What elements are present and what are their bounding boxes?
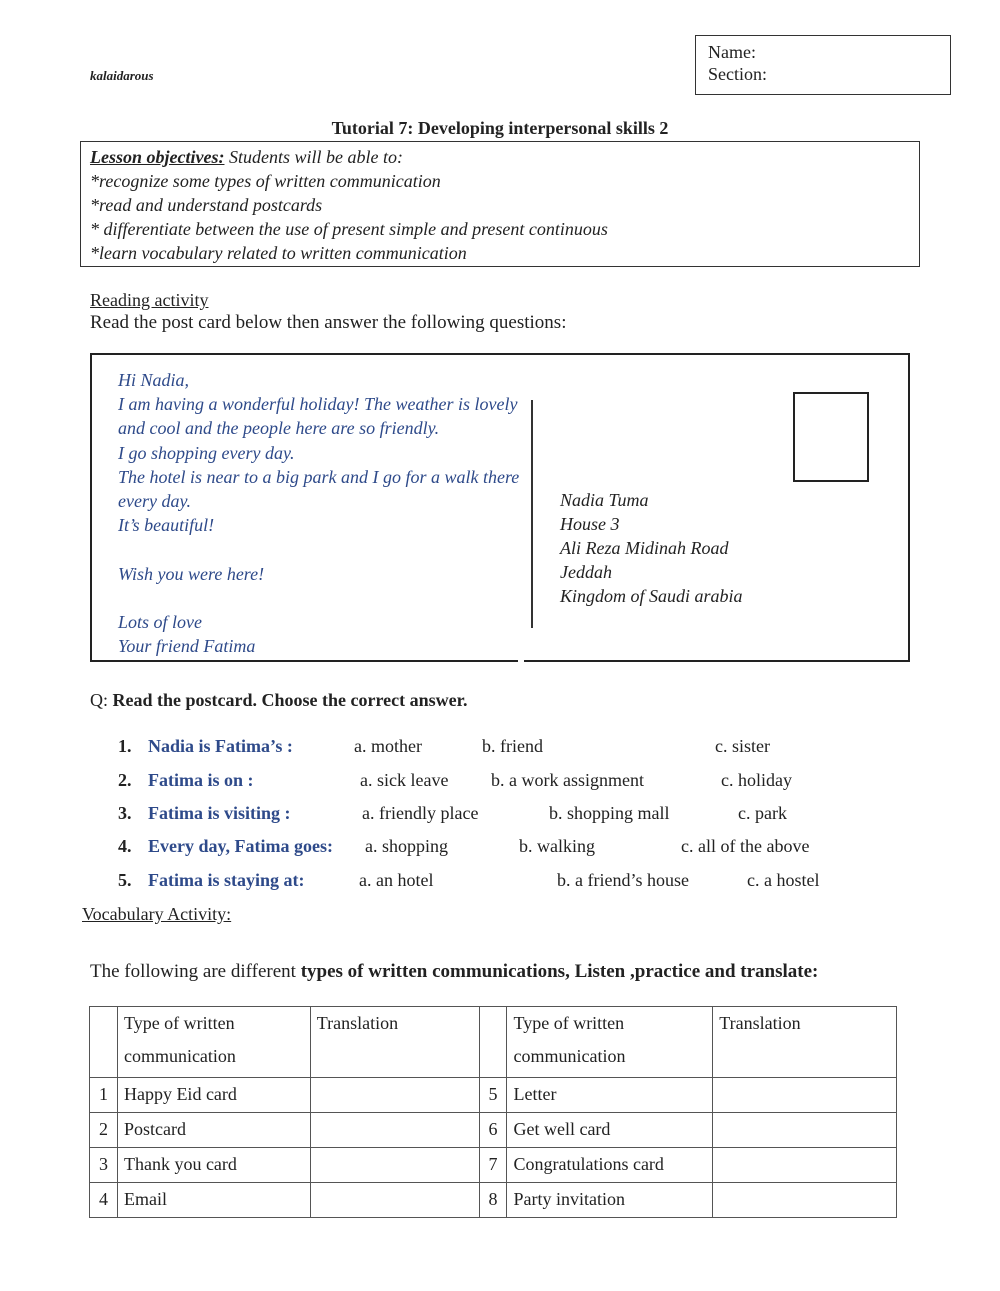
postcard-border-gap [518, 659, 524, 664]
translation-cell[interactable] [713, 1078, 897, 1113]
table-row [90, 1113, 897, 1148]
option-b[interactable]: b. friend [482, 736, 543, 756]
translation-cell[interactable] [713, 1113, 897, 1148]
postcard-address [560, 488, 743, 608]
header-type-line1: Type of written [513, 1013, 625, 1033]
option-b[interactable]: b. a friend’s house [557, 870, 689, 890]
objectives-heading: Lesson objectives: [90, 147, 225, 167]
question-text: Fatima is staying at: [148, 870, 305, 890]
reading-instruction: Read the post card below then answer the following questions: [90, 312, 567, 333]
table-row [90, 1148, 897, 1183]
question-number: 4. [118, 836, 132, 856]
row-number: 2 [90, 1113, 118, 1148]
header-type-line1: Type of written [123, 1013, 235, 1033]
objective-item: *recognize some types of written communication [90, 171, 441, 191]
author-signature: kalaidarous [90, 68, 154, 83]
address-line: Jeddah [560, 562, 612, 582]
vocabulary-table [89, 1006, 897, 1218]
row-number: 7 [479, 1148, 507, 1183]
question-number: 5. [118, 870, 132, 890]
vocabulary-instruction-plain: The following are different [90, 961, 301, 982]
option-a[interactable]: a. an hotel [359, 870, 434, 890]
option-c[interactable]: c. park [738, 803, 787, 823]
message-line: I am having a wonderful holiday! The weather is lovely [118, 394, 518, 415]
translation-cell[interactable] [310, 1183, 479, 1218]
objectives-intro: Students will be able to: [228, 147, 403, 167]
vocabulary-instruction [90, 961, 818, 983]
translation-cell[interactable] [310, 1148, 479, 1183]
table-row [90, 1183, 897, 1218]
name-label: Name: [708, 42, 756, 62]
question-number: 1. [118, 736, 132, 756]
message-line: It’s beautiful! [118, 515, 215, 536]
address-line: Nadia Tuma [560, 490, 649, 510]
table-row [90, 1078, 897, 1113]
message-line [118, 537, 518, 561]
option-c[interactable]: c. a hostel [747, 870, 820, 890]
row-type: Email [117, 1183, 310, 1218]
lesson-objectives-box [80, 141, 920, 267]
objective-item: *learn vocabulary related to written communication [90, 243, 467, 263]
translation-cell[interactable] [310, 1078, 479, 1113]
message-line: The hotel is near to a big park and I go for a walk there [118, 466, 520, 487]
objective-item: * differentiate between the use of present simple and present continuous [90, 219, 608, 239]
translation-cell[interactable] [713, 1148, 897, 1183]
question-text: Fatima is visiting : [148, 803, 291, 823]
page-title: Tutorial 7: Developing interpersonal skills 2 [331, 118, 669, 138]
header-num-cell [479, 1007, 507, 1078]
table-header-row [90, 1007, 897, 1078]
option-a[interactable]: a. sick leave [360, 770, 449, 790]
question-text: Fatima is on : [148, 770, 254, 790]
question-row [118, 770, 918, 794]
row-number: 4 [90, 1183, 118, 1218]
objective-item: *read and understand postcards [90, 195, 323, 215]
row-number: 6 [479, 1113, 507, 1148]
header-type-cell [507, 1007, 713, 1078]
section-label: Section: [708, 64, 767, 84]
message-line: and cool and the people here are so friendly. [118, 418, 440, 439]
address-line: House 3 [560, 514, 620, 534]
message-line: Wish you were here! [118, 563, 265, 584]
question-instruction: Read the postcard. Choose the correct answer. [112, 690, 468, 710]
question-number: 2. [118, 770, 132, 790]
option-a[interactable]: a. mother [354, 736, 422, 756]
question-number: 3. [118, 803, 132, 823]
question-instruction-line [90, 690, 467, 711]
option-a[interactable]: a. friendly place [362, 803, 479, 823]
option-c[interactable]: c. all of the above [681, 836, 810, 856]
header-translation-cell: Translation [310, 1007, 479, 1078]
option-c[interactable]: c. holiday [721, 770, 792, 790]
row-type: Get well card [507, 1113, 713, 1148]
question-row [118, 836, 918, 860]
message-line: Hi Nadia, [118, 370, 190, 390]
question-prefix: Q: [90, 690, 108, 710]
address-line: Ali Reza Midinah Road [560, 538, 729, 558]
vocabulary-instruction-bold: types of written communications, Listen ,practice and translate: [300, 961, 819, 982]
postcard-divider [531, 400, 533, 628]
row-type: Happy Eid card [117, 1078, 310, 1113]
row-type: Congratulations card [507, 1148, 713, 1183]
message-line: every day. [118, 491, 191, 512]
message-line [118, 586, 518, 610]
option-b[interactable]: b. shopping mall [549, 803, 670, 823]
row-number: 5 [479, 1078, 507, 1113]
header-type-line2: communication [123, 1046, 236, 1066]
header-num-cell [90, 1007, 118, 1078]
header-type-cell [117, 1007, 310, 1078]
option-b[interactable]: b. walking [519, 836, 595, 856]
translation-cell[interactable] [310, 1113, 479, 1148]
row-type: Thank you card [117, 1148, 310, 1183]
row-type: Postcard [117, 1113, 310, 1148]
objectives-header-line [90, 145, 910, 169]
option-c[interactable]: c. sister [715, 736, 770, 756]
message-line: I go shopping every day. [118, 442, 295, 463]
question-text: Every day, Fatima goes: [148, 836, 333, 856]
header-translation-cell: Translation [713, 1007, 897, 1078]
question-text: Nadia is Fatima’s : [148, 736, 293, 756]
vocabulary-heading: Vocabulary Activity: [82, 904, 232, 924]
option-a[interactable]: a. shopping [365, 836, 448, 856]
question-row [118, 736, 918, 760]
option-b[interactable]: b. a work assignment [491, 770, 644, 790]
row-type: Letter [507, 1078, 713, 1113]
question-row [118, 870, 918, 894]
row-type: Party invitation [507, 1183, 713, 1218]
stamp-box [793, 392, 869, 482]
row-number: 1 [90, 1078, 118, 1113]
header-type-line2: communication [513, 1046, 626, 1066]
postcard-message [118, 368, 518, 658]
message-line: Lots of love [118, 612, 202, 633]
address-line: Kingdom of Saudi arabia [560, 586, 743, 606]
name-section-box [695, 35, 951, 95]
reading-heading: Reading activity [90, 290, 209, 310]
message-line: Your friend Fatima [118, 636, 256, 657]
row-number: 3 [90, 1148, 118, 1183]
row-number: 8 [479, 1183, 507, 1218]
translation-cell[interactable] [713, 1183, 897, 1218]
question-row [118, 803, 918, 827]
